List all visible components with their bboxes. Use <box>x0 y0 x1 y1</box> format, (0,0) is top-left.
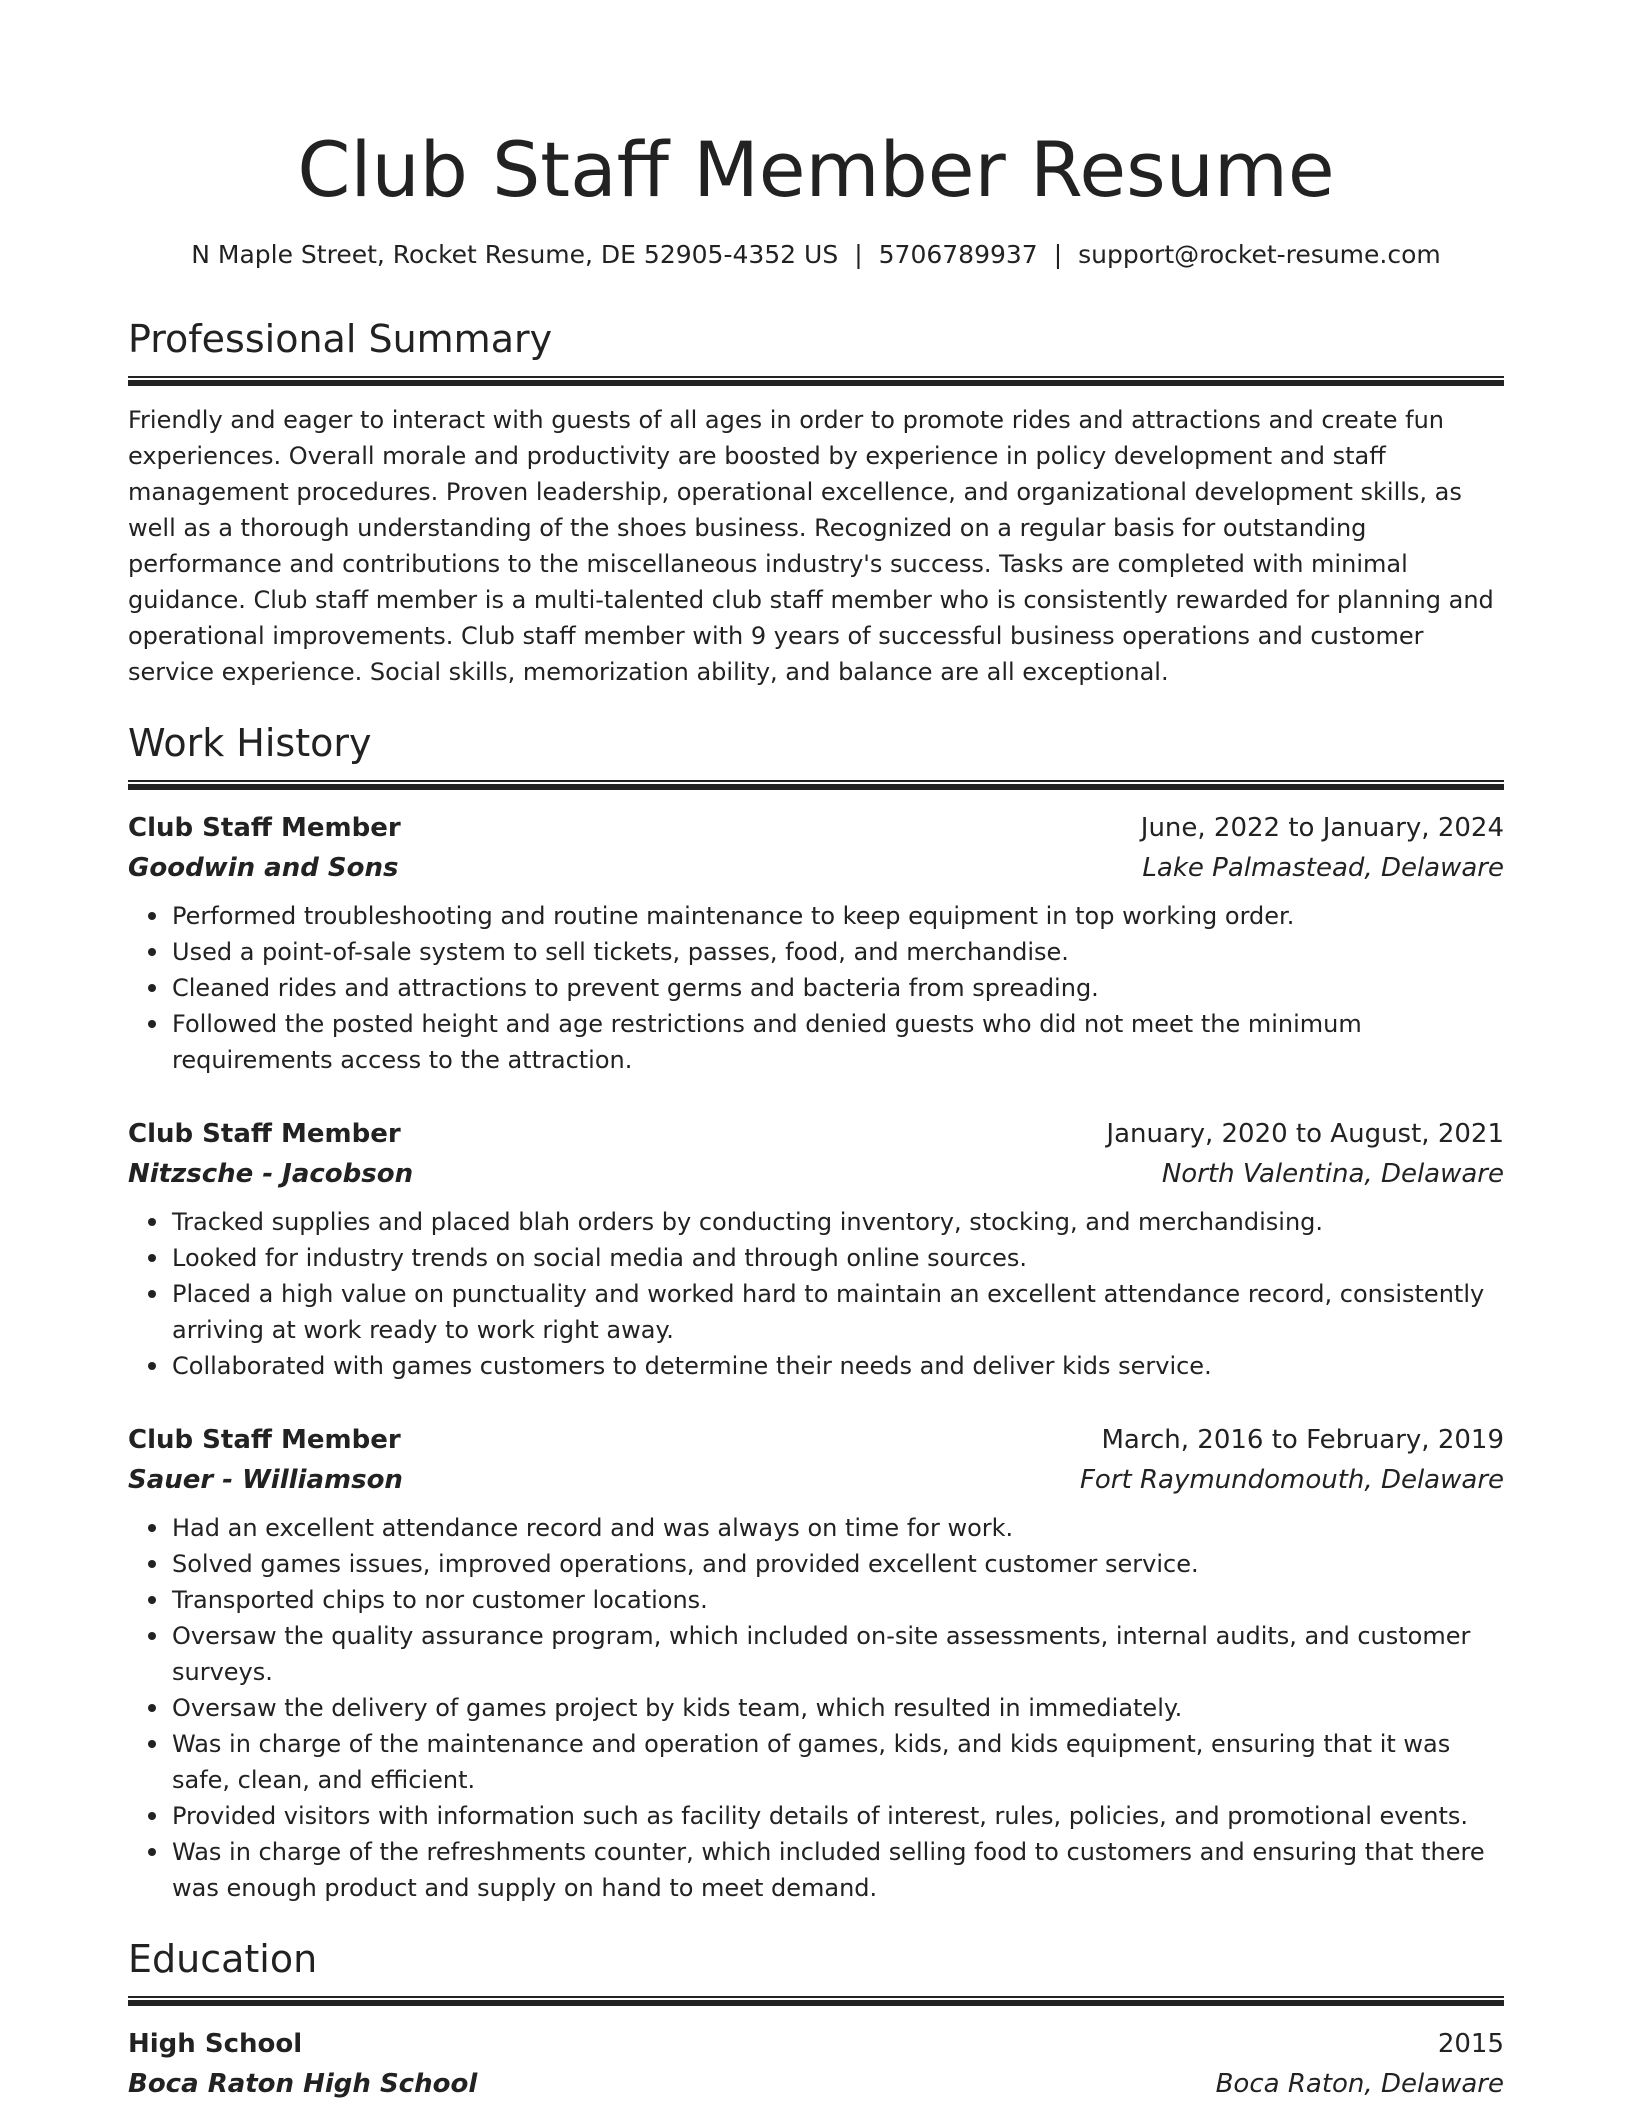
contact-email: support@rocket-resume.com <box>1078 240 1441 269</box>
bullet-item: Solved games issues, improved operations, and provided excellent customer service. <box>172 1546 1504 1582</box>
job-entry <box>128 1420 1504 1906</box>
contact-separator: | <box>1053 240 1063 269</box>
job-bullets <box>128 898 1504 1078</box>
bullet-item: Oversaw the quality assurance program, which included on-site assessments, internal audits, and customer surveys. <box>172 1618 1504 1690</box>
bullet-item: Used a point-of-sale system to sell tickets, passes, food, and merchandise. <box>172 934 1504 970</box>
bullet-item: Performed troubleshooting and routine maintenance to keep equipment in top working order. <box>172 898 1504 934</box>
education-year: 2015 <box>1437 2029 1504 2059</box>
summary-section <box>128 316 1504 690</box>
education-location: Boca Raton, Delaware <box>1215 2069 1504 2099</box>
job-bullets <box>128 1510 1504 1906</box>
bullet-item: Provided visitors with information such as facility details of interest, rules, policies, and promotional events. <box>172 1798 1504 1834</box>
bullet-item: Had an excellent attendance record and was always on time for work. <box>172 1510 1504 1546</box>
job-location: North Valentina, Delaware <box>1161 1159 1504 1189</box>
resume-page <box>0 124 1632 2112</box>
contact-phone: 5706789937 <box>878 240 1038 269</box>
job-entry <box>128 1114 1504 1384</box>
section-divider <box>128 1996 1504 2006</box>
bullet-item: Cleaned rides and attractions to prevent germs and bacteria from spreading. <box>172 970 1504 1006</box>
contact-separator: | <box>854 240 863 269</box>
section-title-summary: Professional Summary <box>128 317 553 361</box>
bullet-item: Transported chips to nor customer locations. <box>172 1582 1504 1618</box>
job-dates: March, 2016 to February, 2019 <box>1101 1425 1504 1455</box>
resume-title: Club Staff Member Resume <box>297 125 1335 214</box>
education-entry <box>128 2024 1504 2104</box>
education-school: Boca Raton High School <box>128 2069 478 2099</box>
job-company: Sauer - Williamson <box>128 1465 403 1495</box>
bullet-item: Followed the posted height and age restrictions and denied guests who did not meet the minimum requirements access to the attraction. <box>172 1006 1504 1078</box>
section-divider <box>128 780 1504 790</box>
job-title: Club Staff Member <box>128 813 401 843</box>
job-bullets <box>128 1204 1504 1384</box>
job-company: Goodwin and Sons <box>128 853 399 883</box>
job-title: Club Staff Member <box>128 1425 401 1455</box>
bullet-item: Was in charge of the maintenance and operation of games, kids, and kids equipment, ensuring that it was safe, clean, and efficient. <box>172 1726 1504 1798</box>
job-dates: June, 2022 to January, 2024 <box>1140 813 1504 843</box>
section-title-work-history: Work History <box>128 721 372 765</box>
bullet-item: Looked for industry trends on social media and through online sources. <box>172 1240 1504 1276</box>
bullet-item: Was in charge of the refreshments counter, which included selling food to customers and ensuring that there was enough product and supply on hand to meet demand. <box>172 1834 1504 1906</box>
contact-address: N Maple Street, Rocket Resume, DE 52905-4352 US <box>191 240 839 269</box>
education-degree: High School <box>128 2029 303 2059</box>
education-section <box>128 1936 1504 2104</box>
contact-line <box>128 238 1504 272</box>
job-entry <box>128 808 1504 1078</box>
section-divider <box>128 376 1504 386</box>
job-location: Lake Palmastead, Delaware <box>1142 853 1504 883</box>
bullet-item: Oversaw the delivery of games project by kids team, which resulted in immediately. <box>172 1690 1504 1726</box>
job-location: Fort Raymundomouth, Delaware <box>1079 1465 1504 1495</box>
section-title-education: Education <box>128 1937 318 1981</box>
bullet-item: Collaborated with games customers to determine their needs and deliver kids service. <box>172 1348 1504 1384</box>
job-dates: January, 2020 to August, 2021 <box>1106 1119 1504 1149</box>
summary-text: Friendly and eager to interact with guests of all ages in order to promote rides and attractions and create fun experiences. Overall morale and productivity are boosted by experience in policy development and staff management procedures. Proven leadership, operational excellence, and organizational development skills, as well as a thorough understanding of the shoes business. Recognized on a regular basis for outstanding performance and contributions to the miscellaneous industry's success. Tasks are completed with minimal guidance. Club staff member is a multi-talented club staff member who is consistently rewarded for planning and operational improvements. Club staff member with 9 years of successful business operations and customer service experience. Social skills, memorization ability, and balance are all exceptional. <box>128 406 1494 686</box>
bullet-item: Placed a high value on punctuality and worked hard to maintain an excellent attendance record, consistently arriving at work ready to work right away. <box>172 1276 1504 1348</box>
job-company: Nitzsche - Jacobson <box>128 1159 414 1189</box>
bullet-item: Tracked supplies and placed blah orders by conducting inventory, stocking, and merchandising. <box>172 1204 1504 1240</box>
job-title: Club Staff Member <box>128 1119 401 1149</box>
work-history-section <box>128 720 1504 1906</box>
